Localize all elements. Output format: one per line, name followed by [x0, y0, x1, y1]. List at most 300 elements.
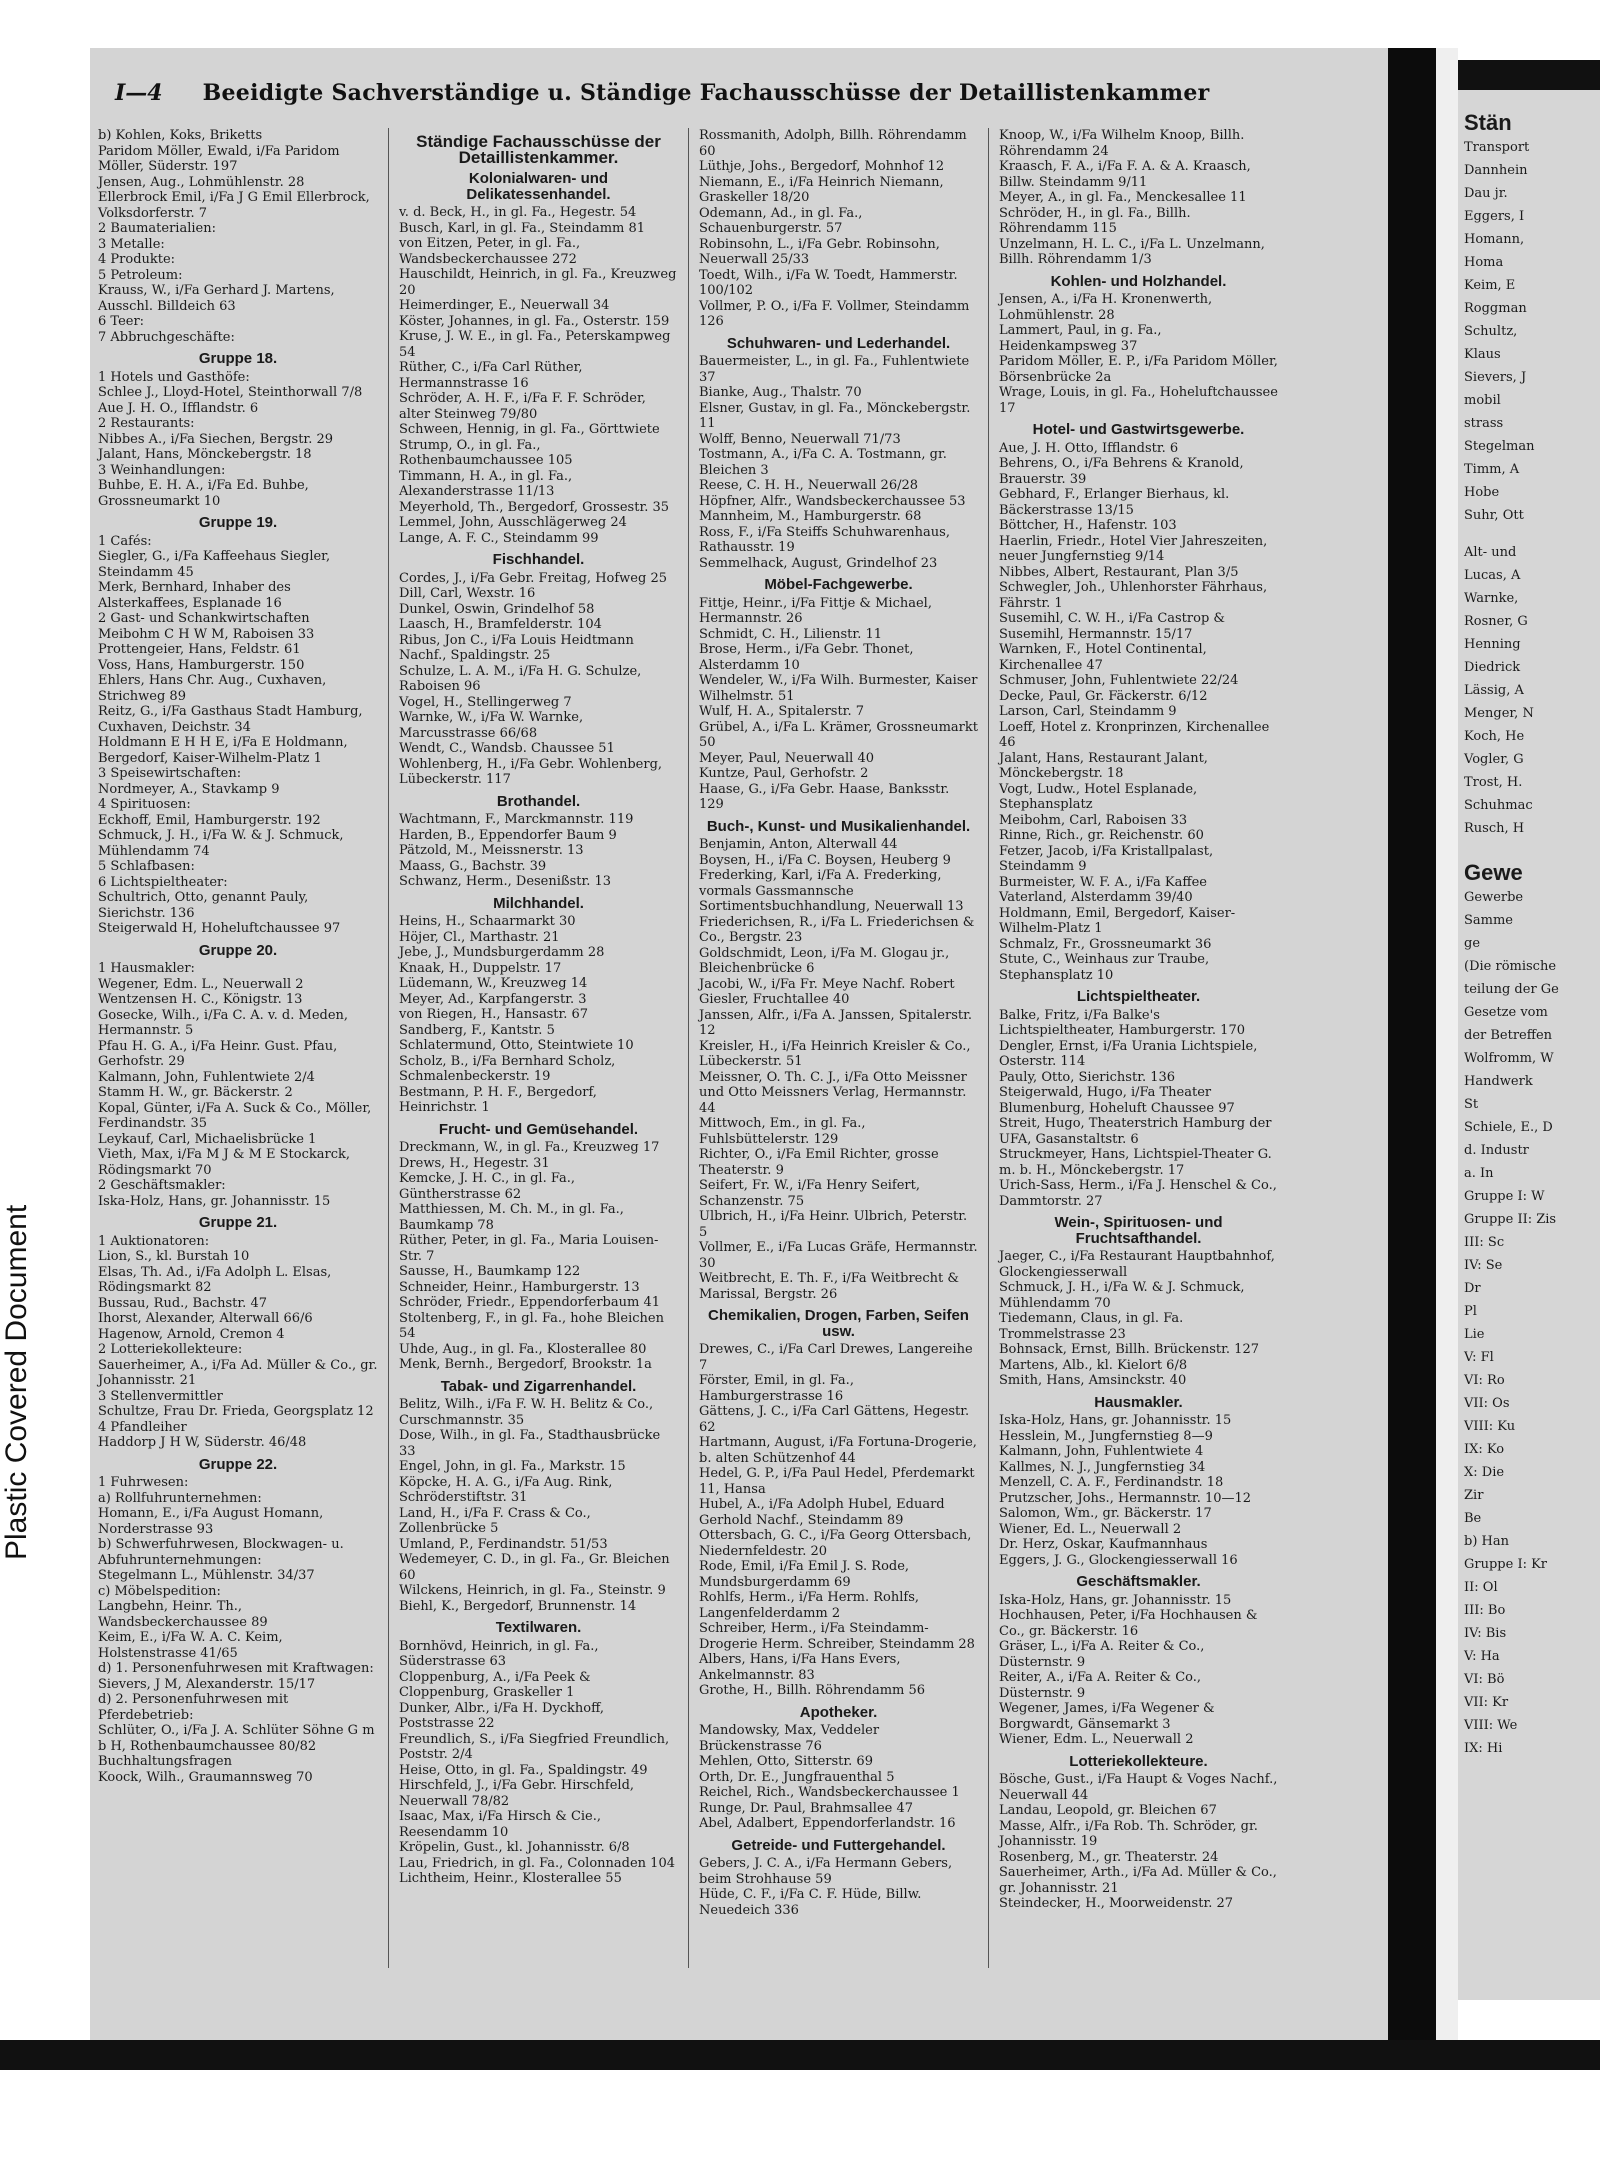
- directory-entry: 3 Metalle:: [98, 236, 165, 252]
- directory-entry: Mannheim, M., Hamburgerstr. 68: [699, 509, 922, 524]
- directory-entry: Schröder, A. H. F., i/Fa F. F. Schröder, alter Steinweg 79/80: [399, 391, 646, 422]
- directory-entry: Hesslein, M., Jungfernstieg 8—9: [999, 1428, 1213, 1444]
- directory-entry: Eggers, J. G., Glockengiesserwall 16: [999, 1552, 1238, 1568]
- directory-entry: Heimerdinger, E., Neuerwall 34: [399, 298, 610, 313]
- directory-entry: Schröder, Friedr., Eppendorferbaum 41: [399, 1295, 660, 1310]
- section-heading: Lotteriekollekteure.: [1069, 1752, 1208, 1770]
- directory-entry: Belitz, Wilh., i/Fa F. W. H. Belitz & Co., Curschmannstr. 35: [399, 1397, 654, 1428]
- directory-entry: Burmeister, W. F. A., i/Fa Kaffee Vaterland, Alsterdamm 39/40: [999, 874, 1207, 905]
- directory-entry: Menk, Bernh., Bergedorf, Brookstr. 1a: [399, 1357, 652, 1372]
- right-page-line: Gesetze vom: [1464, 1005, 1548, 1020]
- directory-entry: Nibbes A., i/Fa Siechen, Bergstr. 29: [98, 431, 334, 447]
- directory-entry: Schröder, H., in gl. Fa., Billh. Röhrendamm 115: [999, 205, 1191, 236]
- directory-entry: Lüthje, Johs., Bergedorf, Mohnhof 12: [699, 159, 945, 174]
- directory-entry: Vollmer, P. O., i/Fa F. Vollmer, Steindamm 126: [699, 298, 970, 329]
- directory-entry: Lammert, Paul, in g. Fa., Heidenkampsweg 37: [999, 323, 1162, 354]
- right-page-line: Warnke,: [1464, 591, 1519, 606]
- directory-entry: 2 Baumaterialien:: [98, 221, 216, 236]
- directory-entry: Bestmann, P. H. F., Bergedorf, Heinrichstr. 1: [399, 1084, 597, 1115]
- directory-entry: Bianke, Aug., Thalstr. 70: [699, 385, 862, 400]
- right-page-line: Schiele, E., D: [1464, 1120, 1553, 1135]
- directory-entry: Nibbes, Albert, Restaurant, Plan 3/5: [999, 564, 1239, 580]
- directory-entry: Rinne, Rich., gr. Reichenstr. 60: [999, 828, 1204, 843]
- directory-entry: Kalmann, John, Fuhlentwiete 2/4: [98, 1069, 315, 1085]
- directory-entry: Paridom Möller, E. P., i/Fa Paridom Möller, Börsenbrücke 2a: [999, 354, 1278, 385]
- directory-entry: Behrens, O., i/Fa Behrens & Kranold, Brauerstr. 39: [999, 456, 1244, 487]
- directory-entry: Wendeler, W., i/Fa Wilh. Burmester, Kaiser Wilhelmstr. 51: [699, 673, 978, 704]
- right-page-line: IX: Ko: [1464, 1442, 1505, 1457]
- directory-entry: Lion, S., kl. Burstah 10: [98, 1249, 250, 1264]
- directory-entry: Jensen, A., i/Fa H. Kronenwerth, Lohmühlenstr. 28: [999, 292, 1213, 323]
- directory-entry: Boysen, H., i/Fa C. Boysen, Heuberg 9: [699, 852, 951, 868]
- directory-entry: Cloppenburg, A., i/Fa Peek & Cloppenburg, Graskeller 1: [399, 1669, 591, 1700]
- page-gap: [1436, 48, 1458, 2048]
- right-page-line: (Die römische: [1464, 959, 1557, 974]
- directory-entry: Förster, Emil, in gl. Fa., Hamburgerstrasse 16: [699, 1373, 854, 1404]
- right-page-block-c: [1458, 886, 1600, 1760]
- directory-entry: Jacobi, W., i/Fa Fr. Meye Nachf. Robert Giesler, Fruchtallee 40: [699, 976, 955, 1007]
- section-heading: Textilwaren.: [495, 1619, 582, 1636]
- directory-entry: Schmidt, C. H., Lilienstr. 11: [699, 626, 882, 642]
- section-heading: Kohlen- und Holzhandel.: [1050, 272, 1227, 290]
- directory-entry: Höjer, Cl., Marthastr. 21: [399, 929, 560, 945]
- right-page-line: Gruppe I: W: [1464, 1189, 1545, 1204]
- directory-entry: Hirschfeld, J., i/Fa Gebr. Hirschfeld, Neuerwall 78/82: [399, 1778, 635, 1809]
- directory-entry: Bohnsack, Ernst, Billh. Brückenstr. 127: [999, 1342, 1259, 1357]
- directory-entry: Jalant, Hans, Mönckebergstr. 18: [98, 447, 312, 462]
- right-page-line: Timm, A: [1464, 462, 1520, 477]
- directory-entry: Dose, Wilh., in gl. Fa., Stadthausbrücke 33: [399, 1428, 661, 1459]
- directory-entry: Kallmes, N. J., Jungfernstieg 34: [999, 1459, 1206, 1475]
- section-heading: Gruppe 21.: [198, 1214, 278, 1231]
- directory-entry: Meyer, Paul, Neuerwall 40: [699, 750, 875, 766]
- right-page-line: teilung der Ge: [1464, 982, 1559, 997]
- directory-entry: Gebhard, F., Erlanger Bierhaus, kl. Bäckerstrasse 13/15: [999, 487, 1230, 518]
- right-page-line: Klaus: [1464, 347, 1501, 362]
- right-page-line: a. In: [1464, 1166, 1494, 1181]
- directory-entry: Lüdemann, W., Kreuzweg 14: [399, 976, 588, 991]
- directory-entry: Holdmann E H H E, i/Fa E Holdmann, Bergedorf, Kaiser-Wilhelm-Platz 1: [98, 735, 348, 766]
- section-heading: Brothandel.: [496, 792, 581, 810]
- directory-entry: Kemcke, J. H. C., in gl. Fa., Güntherstrasse 62: [399, 1171, 576, 1202]
- directory-entry: Köster, Johannes, in gl. Fa., Osterstr. 159: [399, 313, 670, 329]
- directory-entry: Cordes, J., i/Fa Gebr. Freitag, Hofweg 25: [399, 570, 667, 586]
- directory-entry: Heins, H., Schaarmarkt 30: [399, 914, 576, 929]
- right-page-line: Homa: [1464, 255, 1504, 270]
- directory-entry: Gosecke, Wilh., i/Fa C. A. v. d. Meden, Hermannstr. 5: [98, 1007, 349, 1038]
- section-heading: Milchhandel.: [493, 894, 584, 912]
- directory-entry: Ellerbrock Emil, i/Fa J G Emil Ellerbrock, Volksdorferstr. 7: [98, 190, 370, 221]
- directory-entry: Schultrich, Otto, genannt Pauly, Sierichstr. 136: [98, 890, 309, 921]
- right-page-line: Gruppe I: Kr: [1464, 1557, 1548, 1572]
- directory-entry: Meyer, A., in gl. Fa., Menckesallee 11: [999, 190, 1247, 205]
- column-4: [988, 128, 1288, 1968]
- page-header: [115, 80, 1295, 120]
- right-page-line: Samme: [1464, 913, 1514, 928]
- directory-entry: Isaac, Max, i/Fa Hirsch & Cie., Reesendamm 10: [399, 1809, 602, 1840]
- directory-entry: Haerlin, Friedr., Hotel Vier Jahreszeiten, neuer Jungfernstieg 9/14: [999, 533, 1268, 564]
- directory-entry: 4 Pfandleiher: [98, 1419, 187, 1435]
- directory-entry: Homann, E., i/Fa August Homann, Norderstrasse 93: [98, 1506, 324, 1537]
- right-page-line: IX: Hi: [1464, 1741, 1503, 1756]
- directory-entry: Hubel, A., i/Fa Adolph Hubel, Eduard Gerhold Nachf., Steindamm 89: [699, 1497, 945, 1528]
- directory-entry: Land, H., i/Fa F. Crass & Co., Zollenbrücke 5: [399, 1505, 591, 1536]
- directory-entry: Dr. Herz, Oskar, Kaufmannhaus: [999, 1537, 1208, 1552]
- directory-entry: Loeff, Hotel z. Kronprinzen, Kirchenallee 46: [999, 719, 1270, 750]
- directory-entry: Schlüter, O., i/Fa J. A. Schlüter Söhne G m b H, Rothenbaumchaussee 80/82: [98, 1723, 375, 1754]
- directory-entry: Odemann, Ad., in gl. Fa., Schauenburgerstr. 57: [699, 205, 863, 236]
- directory-entry: Toedt, Wilh., i/Fa W. Toedt, Hammerstr. 100/102: [699, 267, 958, 298]
- directory-entry: Brose, Herm., i/Fa Gebr. Thonet, Alsterdamm 10: [699, 642, 914, 673]
- directory-entry: Schulze, L. A. M., i/Fa H. G. Schulze, Raboisen 96: [399, 663, 642, 694]
- directory-entry: 1 Auktionatoren:: [98, 1233, 210, 1249]
- right-page-line: Alt- und: [1464, 545, 1517, 560]
- directory-entry: Merk, Bernhard, Inhaber des Alsterkaffees, Esplanade 16: [98, 580, 291, 611]
- directory-entry: Buchhaltungsfragen: [98, 1754, 232, 1769]
- directory-entry: Schmalz, Fr., Grossneumarkt 36: [999, 936, 1212, 952]
- directory-entry: c) Möbelspedition:: [98, 1583, 221, 1599]
- right-page-line: X: Die: [1464, 1465, 1505, 1480]
- directory-entry: Kopal, Günter, i/Fa A. Suck & Co., Möller, Ferdinandstr. 35: [98, 1100, 372, 1131]
- section-heading: Getreide- und Futtergehandel.: [731, 1836, 946, 1854]
- directory-entry: Warnken, F., Hotel Continental, Kirchenallee 47: [999, 642, 1207, 673]
- right-page-line: Keim, E: [1464, 278, 1516, 293]
- directory-entry: Fittje, Heinr., i/Fa Fittje & Michael, Hermannstr. 26: [699, 595, 932, 626]
- section-heading: Gruppe 18.: [198, 350, 278, 367]
- column-2: [388, 128, 688, 1968]
- directory-entry: Tiedemann, Claus, in gl. Fa. Trommelstrasse 23: [999, 1311, 1184, 1342]
- right-page-line: VI: Ro: [1464, 1373, 1505, 1388]
- directory-entry: 2 Gast- und Schankwirtschaften: [98, 611, 310, 626]
- directory-entry: Kruse, J. W. E., in gl. Fa., Peterskampweg 54: [399, 329, 671, 360]
- section-heading: Frucht- und Gemüsehandel.: [438, 1120, 639, 1138]
- directory-entry: Salomon, Wm., gr. Bäckerstr. 17: [999, 1506, 1212, 1521]
- right-page-line: Schuhmac: [1464, 798, 1533, 813]
- page-title: Beeidigte Sachverständige u. Ständige Fachausschüsse der Detaillistenkammer: [202, 80, 1210, 106]
- directory-entry: Benjamin, Anton, Alterwall 44: [699, 837, 898, 852]
- directory-entry: Scholz, B., i/Fa Bernhard Scholz, Schmalenbeckerstr. 19: [399, 1053, 616, 1084]
- directory-entry: Decke, Paul, Gr. Fäckerstr. 6/12: [999, 688, 1208, 704]
- directory-entry: Gättens, J. C., i/Fa Carl Gättens, Hegestr. 62: [699, 1404, 970, 1435]
- directory-entry: Reiter, A., i/Fa A. Reiter & Co., Düsternstr. 9: [999, 1670, 1202, 1701]
- directory-entry: 1 Fuhrwesen:: [98, 1475, 189, 1490]
- directory-entry: Smith, Hans, Amsinckstr. 40: [999, 1373, 1187, 1388]
- directory-entry: Runge, Dr. Paul, Brahmsallee 47: [699, 1800, 914, 1816]
- directory-entry: 3 Weinhandlungen:: [98, 462, 226, 478]
- directory-entry: Dill, Carl, Wexstr. 16: [399, 586, 536, 601]
- directory-entry: Dunker, Albr., i/Fa H. Dyckhoff, Poststrasse 22: [399, 1700, 605, 1731]
- right-page-line: IV: Se: [1464, 1258, 1503, 1273]
- directory-entry: Wiener, Edm. L., Neuerwall 2: [999, 1732, 1194, 1747]
- directory-entry: Busch, Karl, in gl. Fa., Steindamm 81: [399, 220, 646, 236]
- directory-entry: Krauss, W., i/Fa Gerhard J. Martens, Ausschl. Billdeich 63: [98, 283, 335, 314]
- right-page-line: b) Han: [1464, 1534, 1509, 1549]
- directory-entry: Koock, Wilh., Graumannsweg 70: [98, 1769, 313, 1785]
- section-heading: Buch-, Kunst- und Musikalienhandel.: [706, 817, 971, 835]
- directory-entry: Jalant, Hans, Restaurant Jalant, Mönckebergstr. 18: [999, 750, 1208, 781]
- directory-entry: Bauermeister, L., in gl. Fa., Fuhlentwiete 37: [699, 354, 970, 385]
- section-heading: Apotheker.: [799, 1703, 878, 1721]
- directory-entry: Streit, Hugo, Theaterstrich Hamburg der UFA, Gasanstaltstr. 6: [999, 1116, 1272, 1147]
- directory-entry: 6 Lichtspieltheater:: [98, 874, 228, 890]
- directory-entry: Stamm H. W., gr. Bäckerstr. 2: [98, 1085, 293, 1100]
- directory-entry: Hauschildt, Heinrich, in gl. Fa., Kreuzweg 20: [399, 267, 677, 298]
- right-page-line: Eggers, I: [1464, 209, 1525, 224]
- section-heading: Möbel-Fachgewerbe.: [764, 576, 913, 593]
- directory-entry: Friederichsen, R., i/Fa L. Friederichsen & Co., Bergstr. 23: [699, 914, 975, 945]
- directory-entry: Hedel, G. P., i/Fa Paul Hedel, Pferdemarkt 11, Hansa: [699, 1466, 975, 1497]
- directory-entry: Pätzold, M., Meissnerstr. 13: [399, 843, 584, 858]
- directory-entry: Sausse, H., Baumkamp 122: [399, 1264, 581, 1279]
- right-page-line: Lucas, A: [1464, 568, 1521, 583]
- directory-entry: Langbehn, Heinr. Th., Wandsbeckerchaussee 89: [98, 1599, 268, 1630]
- directory-entry: Prutzscher, Johs., Hermannstr. 10—12: [999, 1490, 1252, 1506]
- directory-entry: Struckmeyer, Hans, Lichtspiel-Theater G. m. b. H., Mönckebergstr. 17: [999, 1147, 1272, 1178]
- directory-entry: Reese, C. H. H., Neuerwall 26/28: [699, 478, 919, 493]
- directory-entry: Maass, G., Bachstr. 39: [399, 858, 547, 874]
- directory-entry: Rosenberg, M., gr. Theaterstr. 24: [999, 1849, 1219, 1865]
- column-1: [88, 128, 388, 1968]
- directory-entry: Pfau H. G. A., i/Fa Heinr. Gust. Pfau, Gerhofstr. 29: [98, 1038, 338, 1069]
- directory-entry: Holdmann, Emil, Bergedorf, Kaiser-Wilhelm-Platz 1: [999, 905, 1236, 936]
- directory-entry: Frederking, Karl, i/Fa A. Frederking, vormals Gassmannsche Sortimentsbuchhandlung, Neuerwall 13: [699, 868, 964, 914]
- section-heading: Hausmakler.: [1094, 1393, 1183, 1411]
- right-page-line: III: Sc: [1464, 1235, 1505, 1250]
- directory-entry: Dunkel, Oswin, Grindelhof 58: [399, 601, 595, 617]
- directory-entry: Mehlen, Otto, Sitterstr. 69: [699, 1754, 873, 1769]
- directory-entry: Richter, O., i/Fa Emil Richter, grosse Theaterstr. 9: [699, 1147, 939, 1178]
- right-page-line: VII: Kr: [1464, 1695, 1509, 1710]
- directory-entry: Janssen, Alfr., i/Fa A. Janssen, Spitalerstr. 12: [699, 1007, 973, 1038]
- section-heading: Wein-, Spirituosen- und Fruchtsafthandel.: [1054, 1214, 1223, 1247]
- directory-entry: Schreiber, Herm., i/Fa Steindamm-Drogerie Herm. Schreiber, Steindamm 28: [699, 1621, 975, 1652]
- directory-entry: Jaeger, C., i/Fa Restaurant Hauptbahnhof, Glockengiesserwall: [999, 1249, 1275, 1280]
- right-page-line: Sievers, J: [1464, 370, 1527, 385]
- right-page-line: Be: [1464, 1511, 1482, 1526]
- directory-entry: Kalmann, John, Fuhlentwiete 4: [999, 1444, 1204, 1459]
- right-page-block-a: [1458, 136, 1600, 527]
- right-page-line: Koch, He: [1464, 729, 1525, 744]
- section-heading: Hotel- und Gastwirtsgewerbe.: [1032, 421, 1245, 438]
- directory-entry: Stegelmann L., Mühlenstr. 34/37: [98, 1568, 315, 1583]
- directory-entry: Lange, A. F. C., Steindamm 99: [399, 530, 599, 546]
- right-page-line: VII: Os: [1464, 1396, 1510, 1411]
- directory-entry: Wedemeyer, C. D., in gl. Fa., Gr. Bleichen 60: [399, 1552, 670, 1583]
- section-heading: Gruppe 20.: [198, 941, 278, 959]
- directory-entry: Seifert, Fr. W., i/Fa Henry Seifert, Schanzenstr. 75: [699, 1178, 921, 1209]
- right-page-line: Hobe: [1464, 485, 1500, 500]
- directory-entry: Laasch, H., Bramfelderstr. 104: [399, 617, 602, 632]
- directory-entry: Buhbe, E. H. A., i/Fa Ed. Buhbe, Grossneumarkt 10: [98, 478, 309, 509]
- directory-entry: 1 Cafés:: [98, 533, 152, 549]
- directory-entry: Bornhövd, Heinrich, in gl. Fa., Süderstrasse 63: [399, 1638, 599, 1669]
- directory-entry: Iska-Holz, Hans, gr. Johannisstr. 15: [98, 1193, 331, 1209]
- directory-entry: Keim, E., i/Fa W. A. C. Keim, Holstenstrasse 41/65: [98, 1630, 283, 1661]
- directory-entry: Sievers, J M, Alexanderstr. 15/17: [98, 1676, 316, 1692]
- directory-entry: 4 Produkte:: [98, 252, 176, 267]
- directory-entry: Vogt, Ludw., Hotel Esplanade, Stephansplatz: [999, 781, 1198, 812]
- directory-entry: Steigerwald H, Hoheluftchaussee 97: [98, 921, 341, 936]
- directory-entry: Hüde, C. F., i/Fa C. F. Hüde, Billw. Neuedeich 336: [699, 1887, 922, 1918]
- directory-entry: Engel, John, in gl. Fa., Markstr. 15: [399, 1459, 626, 1474]
- directory-entry: 2 Lotteriekollekteure:: [98, 1342, 243, 1357]
- right-page-line: Gewerbe: [1464, 890, 1524, 905]
- right-page-line: Lässig, A: [1464, 683, 1524, 698]
- right-page-line: Homann,: [1464, 232, 1525, 247]
- directory-entry: Martens, Alb., kl. Kielort 6/8: [999, 1357, 1188, 1373]
- directory-entry: Wendt, C., Wandsb. Chaussee 51: [399, 741, 615, 756]
- scan-bottom-edge: [0, 2040, 1600, 2070]
- right-page-line: Lie: [1464, 1327, 1485, 1342]
- right-page-line: Suhr, Ott: [1464, 508, 1524, 523]
- section-heading: Ständige Fachausschüsse der Detaillistenkammer.: [416, 132, 661, 167]
- directory-entry: Schwanz, Herm., Desenißstr. 13: [399, 874, 612, 889]
- directory-entry: Larson, Carl, Steindamm 9: [999, 704, 1177, 719]
- directory-entry: Gräser, L., i/Fa A. Reiter & Co., Düsternstr. 9: [999, 1639, 1205, 1670]
- directory-entry: 5 Petroleum:: [98, 267, 183, 283]
- directory-entry: Freundlich, S., i/Fa Siegfried Freundlich, Poststr. 2/4: [399, 1731, 670, 1762]
- directory-entry: Mandowsky, Max, Veddeler Brückenstrasse 76: [699, 1723, 880, 1754]
- directory-entry: Meibohm, Carl, Raboisen 33: [999, 812, 1188, 828]
- directory-entry: Wolff, Benno, Neuerwall 71/73: [699, 431, 901, 447]
- directory-entry: d) 2. Personenfuhrwesen mit Pferdebetrieb:: [98, 1692, 289, 1723]
- directory-entry: Leykauf, Carl, Michaelisbrücke 1: [98, 1131, 317, 1147]
- directory-entry: Lichtheim, Heinr., Klosterallee 55: [399, 1871, 622, 1886]
- directory-columns: [88, 128, 1318, 1968]
- directory-entry: Bösche, Gust., i/Fa Haupt & Voges Nachf., Neuerwall 44: [999, 1772, 1278, 1803]
- directory-entry: Uhde, Aug., in gl. Fa., Klosterallee 80: [399, 1341, 647, 1357]
- directory-entry: Schwegler, Joh., Uhlenhorster Fährhaus, Fährstr. 1: [999, 580, 1268, 611]
- section-heading: Schuhwaren- und Lederhandel.: [726, 334, 951, 352]
- directory-entry: von Riegen, H., Hansastr. 67: [399, 1007, 589, 1022]
- right-page-line: Rusch, H: [1464, 821, 1525, 836]
- directory-entry: Heise, Otto, in gl. Fa., Spaldingstr. 49: [399, 1762, 648, 1778]
- directory-entry: Mittwoch, Em., in gl. Fa., Fuhlsbüttelerstr. 129: [699, 1116, 866, 1147]
- directory-entry: Schmuck, J. H., i/Fa W. & J. Schmuck, Mühlendamm 70: [999, 1280, 1245, 1311]
- right-page: [1458, 90, 1600, 2000]
- directory-entry: Balke, Fritz, i/Fa Balke's Lichtspieltheater, Hamburgerstr. 170: [999, 1007, 1245, 1038]
- directory-entry: Jensen, Aug., Lohmühlenstr. 28: [98, 174, 305, 190]
- directory-entry: Grothe, H., Billh. Röhrendamm 56: [699, 1683, 926, 1698]
- directory-entry: Stoltenberg, F., in gl. Fa., hohe Bleichen 54: [399, 1310, 664, 1341]
- directory-entry: Meissner, O. Th. C. J., i/Fa Otto Meissner und Otto Meissners Verlag, Hermannstr. 44: [699, 1069, 967, 1116]
- right-page-line: II: Ol: [1464, 1580, 1498, 1595]
- directory-entry: Knoop, W., i/Fa Wilhelm Knoop, Billh. Röhrendamm 24: [999, 128, 1245, 159]
- directory-entry: 2 Geschäftsmakler:: [98, 1178, 226, 1193]
- directory-entry: Hochhausen, Peter, i/Fa Hochhausen & Co., gr. Bäckerstr. 16: [999, 1608, 1258, 1639]
- directory-entry: 3 Speisewirtschaften:: [98, 766, 242, 781]
- directory-entry: Niemann, E., i/Fa Heinrich Niemann, Graskeller 18/20: [699, 174, 944, 205]
- directory-entry: Steindecker, H., Moorweidenstr. 27: [999, 1896, 1234, 1911]
- section-heading: Lichtspieltheater.: [1076, 988, 1201, 1005]
- directory-entry: Wrage, Louis, in gl. Fa., Hoheluftchaussee 17: [999, 385, 1278, 416]
- right-page-line: der Betreffen: [1464, 1028, 1553, 1043]
- right-page-line: mobil: [1464, 393, 1501, 408]
- directory-entry: Iska-Holz, Hans, gr. Johannisstr. 15: [999, 1413, 1232, 1428]
- directory-entry: Vieth, Max, i/Fa M J & M E Stockarck, Rödingsmarkt 70: [98, 1147, 351, 1178]
- directory-entry: Schlee J., Lloyd-Hotel, Steinthorwall 7/8: [98, 385, 363, 400]
- right-page-line: Rosner, G: [1464, 614, 1528, 629]
- directory-entry: Wiener, Ed. L., Neuerwall 2: [999, 1521, 1182, 1537]
- right-page-line: Trost, H.: [1464, 775, 1523, 790]
- directory-entry: Meyer, Ad., Karpfangerstr. 3: [399, 991, 587, 1007]
- side-label: Plastic Covered Document: [0, 1204, 33, 1560]
- directory-entry: Köpcke, H. A. G., i/Fa Aug. Rink, Schröderstiftstr. 31: [399, 1474, 613, 1505]
- directory-entry: Schween, Hennig, in gl. Fa., Görttwiete: [399, 422, 660, 437]
- right-page-line: III: Bo: [1464, 1603, 1506, 1618]
- section-heading: Chemikalien, Drogen, Farben, Seifen usw.: [708, 1307, 969, 1340]
- directory-entry: Abel, Adalbert, Eppendorferlandstr. 16: [699, 1816, 956, 1831]
- directory-entry: Haddorp J H W, Süderstr. 46/48: [98, 1435, 307, 1450]
- binding-spine: [1388, 48, 1436, 2048]
- directory-entry: Umland, P., Ferdinandstr. 51/53: [399, 1536, 608, 1552]
- directory-entry: Urich-Sass, Herm., i/Fa J. Henschel & Co., Dammtorstr. 27: [999, 1178, 1277, 1209]
- right-page-line: Dannhein: [1464, 163, 1528, 178]
- directory-entry: Paridom Möller, Ewald, i/Fa Paridom Möller, Süderstr. 197: [98, 143, 340, 174]
- right-page-line: Pl: [1464, 1304, 1477, 1319]
- directory-entry: Drewes, C., i/Fa Carl Drewes, Langereihe 7: [699, 1342, 973, 1373]
- directory-entry: Wulf, H. A., Spitalerstr. 7: [699, 704, 865, 719]
- directory-entry: 2 Restaurants:: [98, 416, 195, 431]
- directory-entry: Harden, B., Eppendorfer Baum 9: [399, 827, 617, 843]
- directory-entry: b) Schwerfuhrwesen, Blockwagen- u. Abfuhrunternehmungen:: [98, 1537, 344, 1568]
- directory-entry: Aue J. H. O., Ifflandstr. 6: [98, 400, 259, 416]
- directory-entry: Pauly, Otto, Sierichstr. 136: [999, 1069, 1176, 1085]
- directory-entry: Tostmann, A., i/Fa C. A. Tostmann, gr. Bleichen 3: [699, 447, 947, 478]
- directory-entry: Reichel, Rich., Wandsbeckerchaussee 1: [699, 1785, 960, 1800]
- directory-entry: Reitz, G., i/Fa Gasthaus Stadt Hamburg, Cuxhaven, Deichstr. 34: [98, 704, 363, 735]
- right-page-line: Transport: [1464, 140, 1530, 155]
- directory-entry: Timmann, H. A., in gl. Fa., Alexanderstrasse 11/13: [399, 468, 573, 499]
- right-page-line: Stegelman: [1464, 439, 1535, 454]
- directory-entry: Dengler, Ernst, i/Fa Urania Lichtspiele, Osterstr. 114: [999, 1038, 1258, 1069]
- directory-entry: Eckhoff, Emil, Hamburgerstr. 192: [98, 812, 321, 828]
- directory-entry: 1 Hotels und Gasthöfe:: [98, 369, 250, 385]
- directory-entry: Wohlenberg, H., i/Fa Gebr. Wohlenberg, Lübeckerstr. 117: [399, 756, 663, 787]
- directory-entry: Robinsohn, L., i/Fa Gebr. Robinsohn, Neuerwall 25/33: [699, 236, 940, 267]
- directory-entry: Hartmann, August, i/Fa Fortuna-Drogerie, b. alten Schützenhof 44: [699, 1435, 977, 1466]
- directory-entry: 3 Stellenvermittler: [98, 1388, 223, 1404]
- directory-entry: Rode, Emil, i/Fa Emil J. S. Rode, Mundsburgerdamm 69: [699, 1559, 910, 1590]
- right-page-line: Zir: [1464, 1488, 1484, 1503]
- right-page-line: Henning: [1464, 637, 1521, 652]
- right-page-line: Vogler, G: [1464, 752, 1524, 767]
- directory-entry: Aue, J. H. Otto, Ifflandstr. 6: [999, 440, 1179, 456]
- right-page-line: Handwerk: [1464, 1074, 1533, 1089]
- directory-entry: Wegener, James, i/Fa Wegener & Borgwardt, Gänsemarkt 3: [999, 1701, 1215, 1732]
- directory-entry: Menzell, C. A. F., Ferdinandstr. 18: [999, 1475, 1224, 1490]
- directory-entry: Sauerheimer, Arth., i/Fa Ad. Müller & Co., gr. Johannisstr. 21: [999, 1865, 1277, 1896]
- right-page-line: V: Ha: [1464, 1649, 1500, 1664]
- directory-entry: Steigerwald, Hugo, i/Fa Theater Blumenburg, Hoheluft Chaussee 97: [999, 1085, 1235, 1116]
- directory-entry: 4 Spirituosen:: [98, 797, 191, 812]
- directory-entry: Ross, F., i/Fa Steiffs Schuhwarenhaus, Rathausstr. 19: [699, 524, 950, 555]
- right-page-line: Menger, N: [1464, 706, 1534, 721]
- directory-entry: Prottengeier, Hans, Feldstr. 61: [98, 642, 301, 657]
- right-page-line: Roggman: [1464, 301, 1527, 316]
- directory-entry: von Eitzen, Peter, in gl. Fa., Wandsbeckerchaussee 272: [399, 236, 581, 267]
- right-page-heading: Stän: [1464, 110, 1512, 135]
- directory-entry: Schmuser, John, Fuhlentwiete 22/24: [999, 673, 1239, 688]
- directory-entry: Masse, Alfr., i/Fa Rob. Th. Schröder, gr. Johannisstr. 19: [999, 1818, 1258, 1849]
- section-heading: Gruppe 22.: [198, 1455, 278, 1473]
- directory-entry: Albers, Hans, i/Fa Hans Evers, Ankelmannstr. 83: [699, 1652, 901, 1683]
- directory-entry: Meyerhold, Th., Bergedorf, Grossestr. 35: [399, 499, 670, 515]
- directory-entry: Grübel, A., i/Fa L. Krämer, Grossneumarkt 50: [699, 719, 978, 750]
- directory-entry: Vogel, H., Stellingerweg 7: [399, 694, 572, 710]
- directory-entry: Iska-Holz, Hans, gr. Johannisstr. 15: [999, 1592, 1232, 1608]
- directory-entry: Schmuck, J. H., i/Fa W. & J. Schmuck, Mühlendamm 74: [98, 828, 344, 859]
